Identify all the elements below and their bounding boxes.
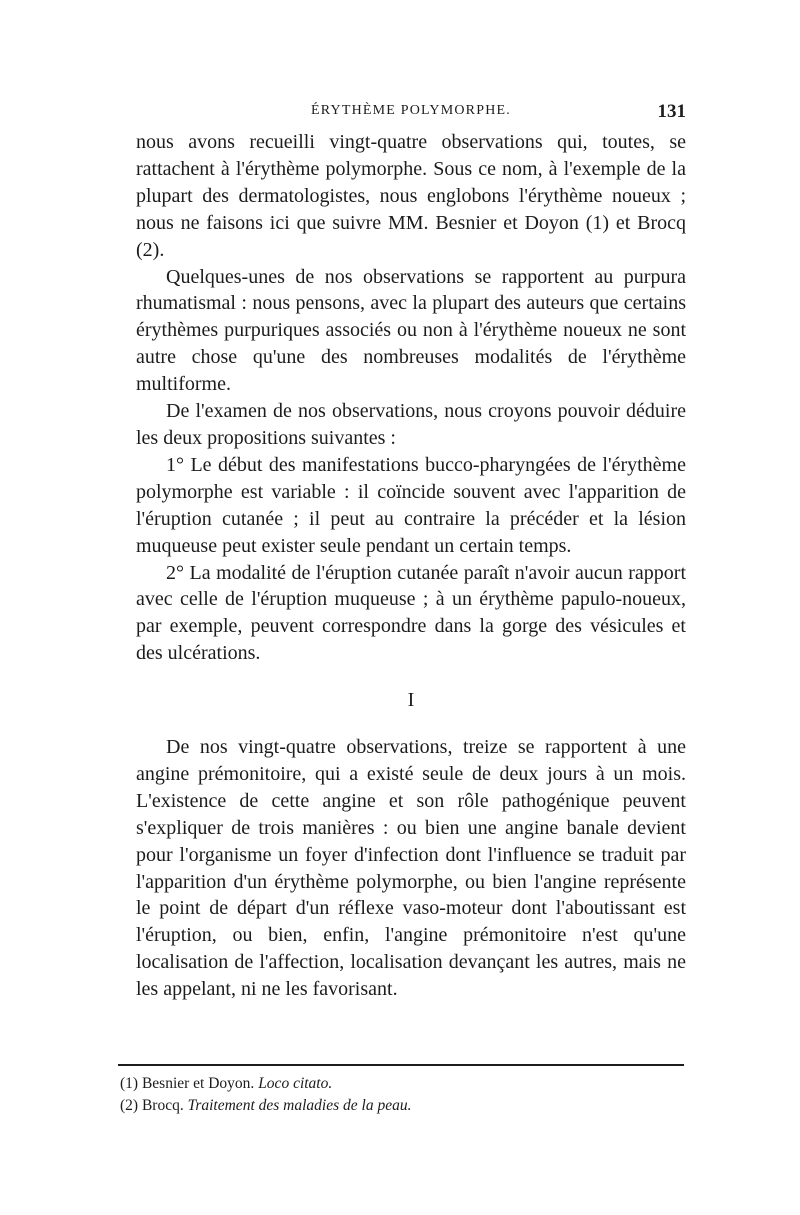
running-title: ÉRYTHÈME POLYMORPHE. — [311, 103, 511, 118]
footnote-1 — [120, 1073, 680, 1095]
footnote-rule — [118, 1064, 684, 1066]
running-head — [136, 101, 686, 125]
footnote-2-work: Traitement des maladies de la peau. — [187, 1097, 412, 1114]
footnote-1-marker: (1) Besnier et Doyon. — [120, 1075, 255, 1092]
footnotes — [120, 1073, 680, 1117]
paragraph-6: De nos vingt-quatre observations, treize se rapportent à une angine prémonitoire, qui a existé seule de deux jours à un mois. L'existence de cette angine et son rôle pathogénique peuvent s'expliquer de trois manières : ou bien une angine banale devient pour l'organisme un foyer d'infection dont l'influence se traduit par l'apparition d'un érythème polymorphe, ou bien l'angine représente le point de départ d'un réflexe vaso-moteur dont l'aboutissant est l'éruption, ou bien, enfin, l'angine prémonitoire n'est qu'une localisation de l'affection, localisation devançant les autres, mais ne les appelant, ni ne les favorisant. — [136, 736, 686, 1001]
body-text — [136, 129, 686, 1003]
book-page — [120, 0, 686, 1215]
paragraph-1: nous avons recueilli vingt-quatre observations qui, toutes, se rattachent à l'érythème polymorphe. Sous ce nom, à l'exemple de la plupart des dermatologistes, nous englobons l'érythème noueux ; nous ne faisons ici que suivre MM. Besnier et Doyon (1) et Brocq (2). — [136, 131, 686, 261]
proposition-1: 1° Le début des manifestations bucco-pharyngées de l'érythème polymorphe est variable : il coïncide souvent avec l'apparition de l'éruption cutanée ; il peut au contraire la précéder et la lésion muqueuse peut exister seule pendant un certain temps. — [136, 453, 686, 557]
paragraph-2: Quelques-unes de nos observations se rapportent au purpura rhumatismal : nous pensons, avec la plupart des auteurs que certains érythèmes purpuriques associés ou non à l'érythème noueux ne sont autre chose qu'une des nombreuses modalités de l'érythème multiforme. — [136, 265, 686, 396]
footnote-2-marker: (2) Brocq. — [120, 1097, 184, 1114]
page-number: 131 — [657, 101, 686, 122]
section-heading: I — [407, 689, 415, 712]
proposition-2: 2° La modalité de l'éruption cutanée paraît n'avoir aucun rapport avec celle de l'éruption muqueuse ; à un érythème papulo-noueux, par exemple, peuvent correspondre dans la gorge des vésicules et des ulcérations. — [136, 561, 686, 665]
paragraph-3: De l'examen de nos observations, nous croyons pouvoir déduire les deux propositions suivantes : — [136, 400, 686, 449]
footnote-1-work: Loco citato. — [258, 1075, 333, 1092]
footnote-2 — [120, 1095, 680, 1117]
